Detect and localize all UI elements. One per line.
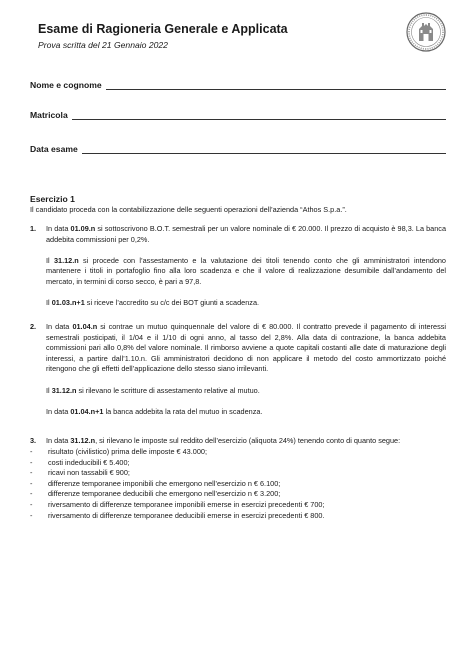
- matricola-field-line[interactable]: [72, 109, 446, 120]
- exercise-intro: Il candidato proceda con la contabilizzazione delle seguenti operazioni dell’azienda “Athos S.p.a.”.: [30, 205, 347, 214]
- name-field-label: Nome e cognome: [30, 80, 102, 90]
- item-number: 3.: [30, 436, 37, 445]
- paragraph-text: si sottoscrivono B.O.T. semestrali per un valore nominale di € 20.000. Il prezzo di acquisto è 98,3. La banca addebita commissioni per 0,2%.: [46, 224, 447, 244]
- paragraph-date: 01.03.n+1: [51, 298, 85, 308]
- paragraph-date: 31.12.n: [51, 385, 77, 395]
- item-paragraph: [46, 436, 446, 447]
- item-paragraph: [46, 386, 446, 397]
- list-item: - riversamento di differenze temporanee deducibili emerse in esercizi precedenti € 800.: [30, 511, 325, 522]
- exercise-title: Esercizio 1: [30, 194, 75, 204]
- exam-date-field-label: Data esame: [30, 144, 78, 154]
- item-paragraph: [46, 407, 446, 418]
- page-title: Esame di Ragioneria Generale e Applicata: [38, 22, 288, 36]
- name-field-line[interactable]: [106, 79, 446, 90]
- paragraph-lead: In data: [46, 436, 71, 445]
- name-field[interactable]: [30, 76, 446, 90]
- item-paragraph: [46, 256, 446, 288]
- exam-date-field-line[interactable]: [82, 143, 446, 154]
- paragraph-date: 01.09.n: [70, 224, 96, 233]
- paragraph-lead: In data: [46, 322, 73, 331]
- paragraph-text: si riceve l’accredito su c/c dei BOT giunti a scadenza.: [84, 298, 260, 308]
- paragraph-date: 01.04.n+1: [70, 406, 104, 416]
- paragraph-text: si contrae un mutuo quinquennale del valore di € 80.000. Il contratto prevede il pagamento di interessi semestrali posticipati, il 1/04 e il 1/10 di ogni anno, al tasso del 2,8%. Alla data di contrazione, la banca addebita commissioni pari allo 0,8% del valore nominale. Il rimborso avviene a quote capitali costanti alle date di maturazione degli interessi, a partire dall’1.10.n. Gli amministratori decidono di non applicare il metodo del costo ammortizzato poiché ritengono che gli effetti dell’applicazione dello stesso siano irrilevanti.: [46, 322, 446, 374]
- paragraph-date: 31.12.n: [53, 255, 79, 265]
- item-number: 2.: [30, 322, 37, 331]
- paragraph-date: 31.12.n: [70, 436, 96, 445]
- list-item: - costi indeducibili € 5.400;: [30, 458, 325, 469]
- paragraph-lead: Il: [46, 255, 54, 265]
- item-body: [46, 436, 446, 447]
- item-number: 1.: [30, 224, 37, 233]
- list-item: - riversamento di differenze temporanee imponibili emerse in esercizi precedenti € 700;: [30, 500, 325, 511]
- tax-items-list: [30, 447, 325, 521]
- item-paragraph: [46, 224, 446, 245]
- university-seal-icon: [406, 12, 446, 52]
- list-item: - differenze temporanee imponibili che emergono nell’esercizio n € 6.100;: [30, 479, 325, 490]
- paragraph-text: la banca addebita la rata del mutuo in scadenza.: [103, 406, 263, 416]
- paragraph-date: 01.04.n: [72, 322, 98, 331]
- paragraph-text: si procede con l’assestamento e la valutazione dei titoli tenendo conto che gli amministratori intendono mantenere i titoli in portafoglio fino alla loro scadenza e che il valore di realizzazione desumibile dall’andamento del mercato, in termini di corso secco, è pari a 97,8.: [46, 255, 446, 286]
- page-subtitle: Prova scritta del 21 Gennaio 2022: [38, 40, 168, 50]
- item-body: [46, 224, 446, 309]
- paragraph-lead: Il: [46, 385, 52, 395]
- paragraph-lead: In data: [46, 224, 71, 233]
- matricola-field-label: Matricola: [30, 110, 68, 120]
- item-paragraph: [46, 322, 446, 375]
- item-paragraph: [46, 298, 446, 309]
- list-item: - ricavi non tassabili € 900;: [30, 468, 325, 479]
- exam-date-field[interactable]: [30, 140, 446, 154]
- list-item: - differenze temporanee deducibili che emergono nell’esercizio n € 3.200;: [30, 489, 325, 500]
- paragraph-text: , si rilevano le imposte sul reddito dell’esercizio (aliquota 24%) tenendo conto di quanto segue:: [95, 436, 401, 445]
- matricola-field[interactable]: [30, 106, 446, 120]
- paragraph-lead: In data: [46, 406, 71, 416]
- item-body: [46, 322, 446, 417]
- paragraph-lead: Il: [46, 298, 52, 308]
- paragraph-text: si rilevano le scritture di assestamento relative al mutuo.: [76, 385, 260, 395]
- list-item: - risultato (civilistico) prima delle imposte € 43.000;: [30, 447, 325, 458]
